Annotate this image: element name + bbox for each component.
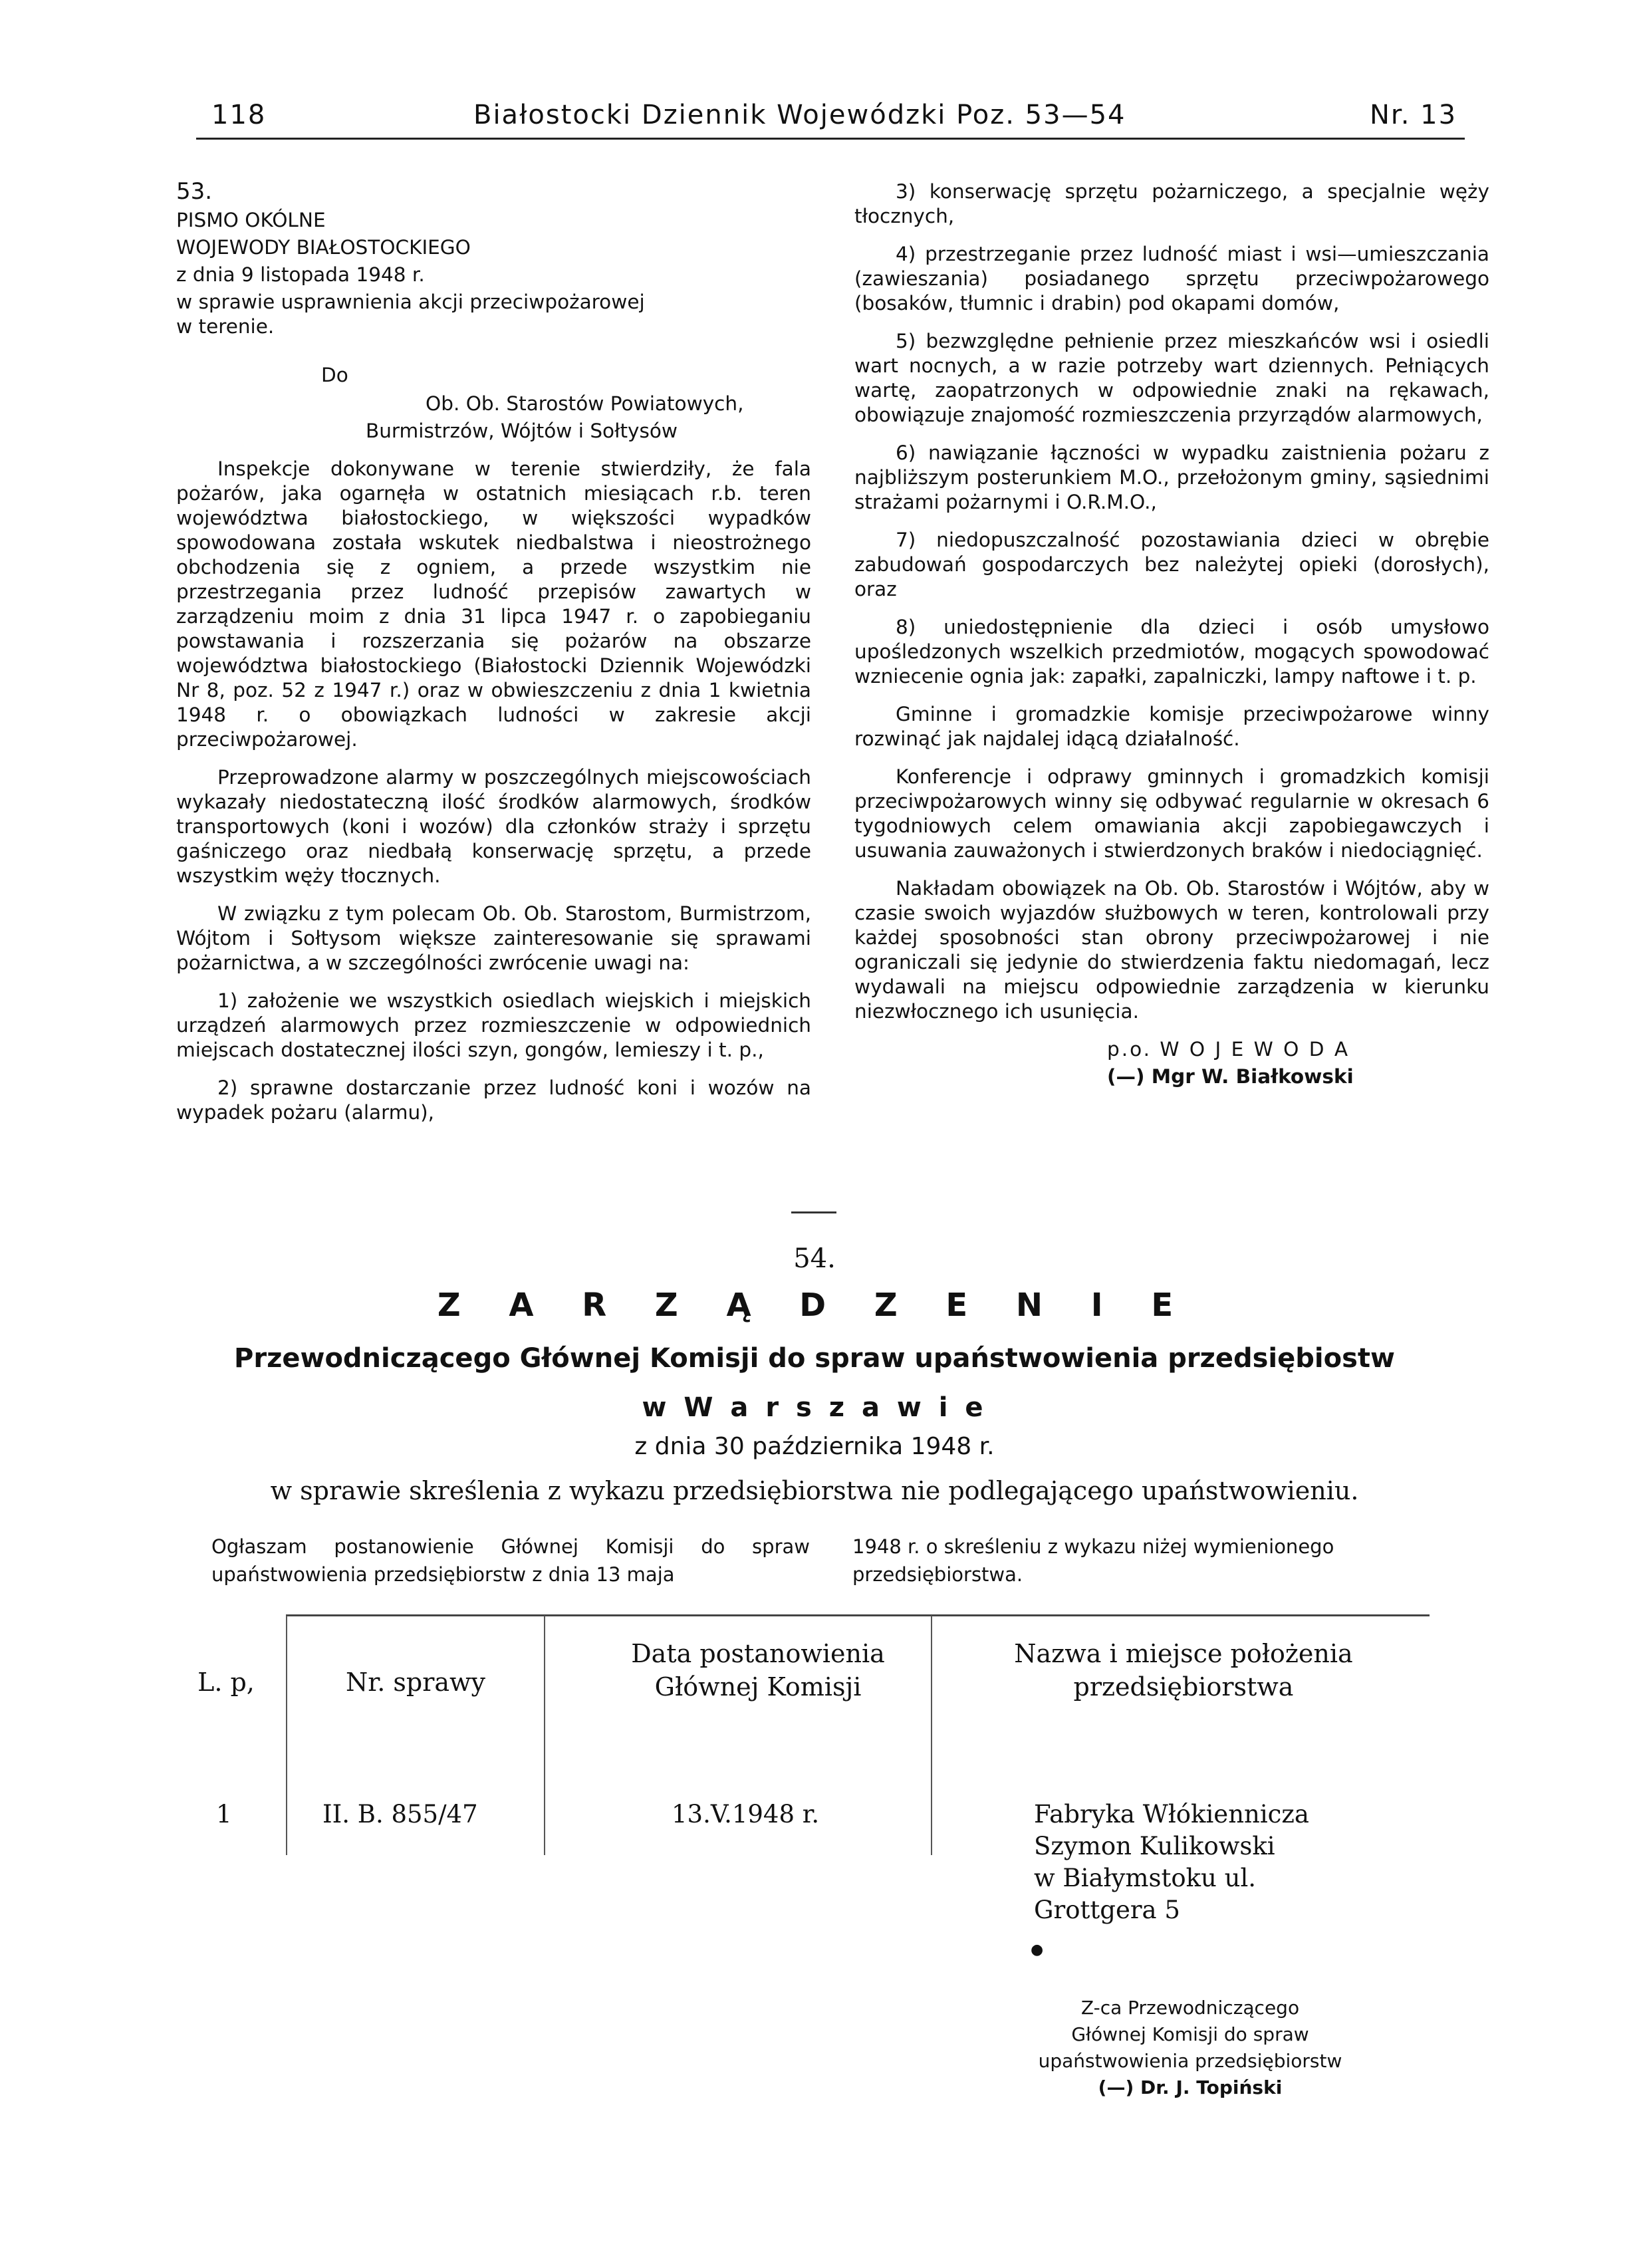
page-number: 118 <box>211 100 267 130</box>
doc54-subject: w sprawie skreślenia z wykazu przedsiębiorstwa nie podlegającego upaństwowieniu. <box>270 1476 1359 1505</box>
doc53-item-8: 8) uniedostępnienie dla dzieci i osób umysłowo upośledzonych wszelkich przedmiotów, mogących spowodować wzniecenie ognia jak: zapałki, zapalniczki, lampy naftowe i t. p. <box>854 616 1489 688</box>
doc53-signature-name: (—) Mgr W. Białkowski <box>1107 1065 1354 1088</box>
doc53-paragraph-5: Konferencje i odprawy gminnych i gromadzkich komisji przeciwpożarowych winny się odbywać regularnie w okresach 6 tygodniowych celem omawiania akcji zapobiegawczych i usuwania zauważonych i stwierdzonych braków i niedociągnięć. <box>854 765 1489 862</box>
table-cell-name-2: Szymon Kulikowski <box>1034 1832 1275 1860</box>
doc54-intro-left: Ogłaszam postanowienie Głównej Komisji do spraw upaństwowienia przedsiębiorstw z dnia 13 maja <box>211 1535 810 1586</box>
doc53-paragraph-4: Gminne i gromadzkie komisje przeciwpożarowe winny rozwinąć jak najdalej idącą działalność. <box>854 703 1489 750</box>
header-rule <box>196 138 1465 140</box>
doc53-paragraph-2: Przeprowadzone alarmy w poszczególnych miejscowościach wykazały niedostateczną ilość środków alarmowych, środków transportowych (koni i wozów) dla członków straży i sprzętu gaśniczego oraz niedbałą konserwację sprzętu, a przede wszystkim węży tłocznych. <box>176 766 811 887</box>
doc53-item-2: 2) sprawne dostarczanie przez ludność koni i wozów na wypadek pożaru (alarmu), <box>176 1076 811 1124</box>
doc53-number: 53. <box>176 178 213 205</box>
right-column <box>854 180 1489 1102</box>
doc54-sig-2: Głównej Komisji do spraw <box>1071 2023 1309 2045</box>
doc53-item-3: 3) konserwację sprzętu pożarniczego, a specjalnie węży tłocznych, <box>854 180 1489 227</box>
doc53-kind: PISMO OKÓLNE <box>176 209 326 231</box>
table-header-nr: Nr. sprawy <box>345 1668 486 1697</box>
doc53-subject-1: w sprawie usprawnienia akcji przeciwpożarowej <box>176 291 645 313</box>
doc54-city: w W a r s z a w i e <box>642 1392 987 1423</box>
table-cell-date: 13.V.1948 r. <box>672 1800 820 1828</box>
bullet-mark: ● <box>1031 1942 1044 1958</box>
table-cell-lp: 1 <box>216 1800 232 1828</box>
doc53-addressee-2: Burmistrzów, Wójtów i Sołtysów <box>366 420 678 442</box>
issue-number: Nr. 13 <box>1370 100 1457 130</box>
table-header-lp: L. p, <box>197 1668 255 1697</box>
doc53-to: Do <box>321 364 348 386</box>
doc54-title: Z A R Z Ą D Z E N I E <box>437 1287 1192 1324</box>
section-divider <box>791 1211 836 1213</box>
doc53-paragraph-3: W związku z tym polecam Ob. Ob. Starostom, Burmistrzom, Wójtom i Sołtysom większe zainteresowanie się sprawami pożarnictwa, a w szczególności zwrócenie uwagi na: <box>176 902 811 974</box>
left-column <box>176 180 811 1138</box>
doc53-subject-2: w terenie. <box>176 315 275 338</box>
doc54-sig-3: upaństwowienia przedsiębiorstw <box>1038 2050 1342 2072</box>
doc53-item-1: 1) założenie we wszystkich osiedlach wiejskich i miejskich urządzeń alarmowych przez rozmieszczenie w odpowiednich miejscach dostatecznej ilości szyn, gongów, lemieszy i t. p., <box>176 989 811 1061</box>
table-header-name: Nazwa i miejsce położenia przedsiębiorstwa <box>1014 1639 1353 1701</box>
table-cell-name-1: Fabryka Włókiennicza <box>1034 1800 1309 1828</box>
table-cell-nr: II. B. 855/47 <box>322 1800 478 1828</box>
doc54-number: 54. <box>793 1243 836 1274</box>
doc53-signature-title: p.o. W O J E W O D A <box>1107 1038 1350 1061</box>
table-col-divider <box>286 1616 287 1855</box>
doc53-date: z dnia 9 listopada 1948 r. <box>176 263 425 286</box>
table-top-rule <box>286 1614 1430 1616</box>
doc53-item-6: 6) nawiązanie łączności w wypadku zaistnienia pożaru z najbliższym posterunkiem M.O., przełożonym gminy, sąsiednimi strażami pożarnymi i O.R.M.O., <box>854 441 1489 513</box>
doc53-paragraph-1: Inspekcje dokonywane w terenie stwierdziły, że fala pożarów, jaka ogarnęła w ostatnich miesiącach r.b. teren województwa białostockiego, w większości wypadków spowodowana została wskutek niedbalstwa i nieostrożnego obchodzenia się z ogniem, a przede wszystkim nie przestrzegania przez ludność przepisów zawartych w zarządzeniu moim z dnia 31 lipca 1947 r. o zapobieganiu powstawania i rozszerzania się pożarów na obszarze województwa białostockiego (Białostocki Dziennik Wojewódzki Nr 8, poz. 52 z 1947 r.) oraz w obwieszczeniu z dnia 1 kwietnia 1948 r. o obowiązkach ludności w zakresie akcji przeciwpożarowej. <box>176 457 811 751</box>
table-cell-name-4: Grottgera 5 <box>1034 1896 1180 1924</box>
doc54-intro-right: 1948 r. o skreśleniu z wykazu niżej wymienionego przedsiębiorstwa. <box>852 1535 1334 1586</box>
doc54-date: z dnia 30 października 1948 r. <box>634 1433 995 1460</box>
table-col-divider <box>931 1616 932 1855</box>
table-col-divider <box>544 1616 545 1855</box>
doc53-item-4: 4) przestrzeganie przez ludność miast i wsi—umieszczania (zawieszania) posiadanego sprzętu przeciwpożarowego (bosaków, tłumnic i drabin) pod okapami domów, <box>854 243 1489 315</box>
doc54-issuer: Przewodniczącego Głównej Komisji do spraw upaństwowienia przedsiębiostw <box>234 1343 1395 1374</box>
doc53-addressee-1: Ob. Ob. Starostów Powiatowych, <box>426 392 744 415</box>
journal-header: Białostocki Dziennik Wojewódzki Poz. 53—54 <box>473 100 1126 130</box>
table-header-date: Data postanowienia Głównej Komisji <box>631 1639 885 1701</box>
doc53-issuer: WOJEWODY BIAŁOSTOCKIEGO <box>176 236 471 259</box>
doc53-item-5: 5) bezwzględne pełnienie przez mieszkańców wsi i osiedli wart nocnych, a w razie potrzeby wart dziennych. Pełniących wartę, zaopatrzonych w odpowiednie znaki na rękawach, obowiązuje znajomość rozmieszczenia przyrządów alarmowych, <box>854 330 1489 426</box>
doc53-item-7: 7) niedopuszczalność pozostawiania dzieci w obrębie zabudowań gospodarczych bez należytej opieki (dorosłych), oraz <box>854 529 1489 600</box>
doc53-paragraph-6: Nakładam obowiązek na Ob. Ob. Starostów i Wójtów, aby w czasie swoich wyjazdów służbowych w teren, kontrolowali przy każdej sposobności stan obrony przeciwpożarowej i nie ograniczali się jedynie do stwierdzenia faktu niedomagań, lecz wydawali na miejscu odpowiednie zarządzenia w kierunku niezwłocznego ich usunięcia. <box>854 877 1489 1023</box>
doc54-sig-1: Z-ca Przewodniczącego <box>1080 1997 1300 2019</box>
table-cell-name-3: w Białymstoku ul. <box>1034 1864 1257 1892</box>
doc54-signature <box>1004 1995 1376 2101</box>
doc54-sig-4: (—) Dr. J. Topiński <box>1098 2077 1283 2098</box>
